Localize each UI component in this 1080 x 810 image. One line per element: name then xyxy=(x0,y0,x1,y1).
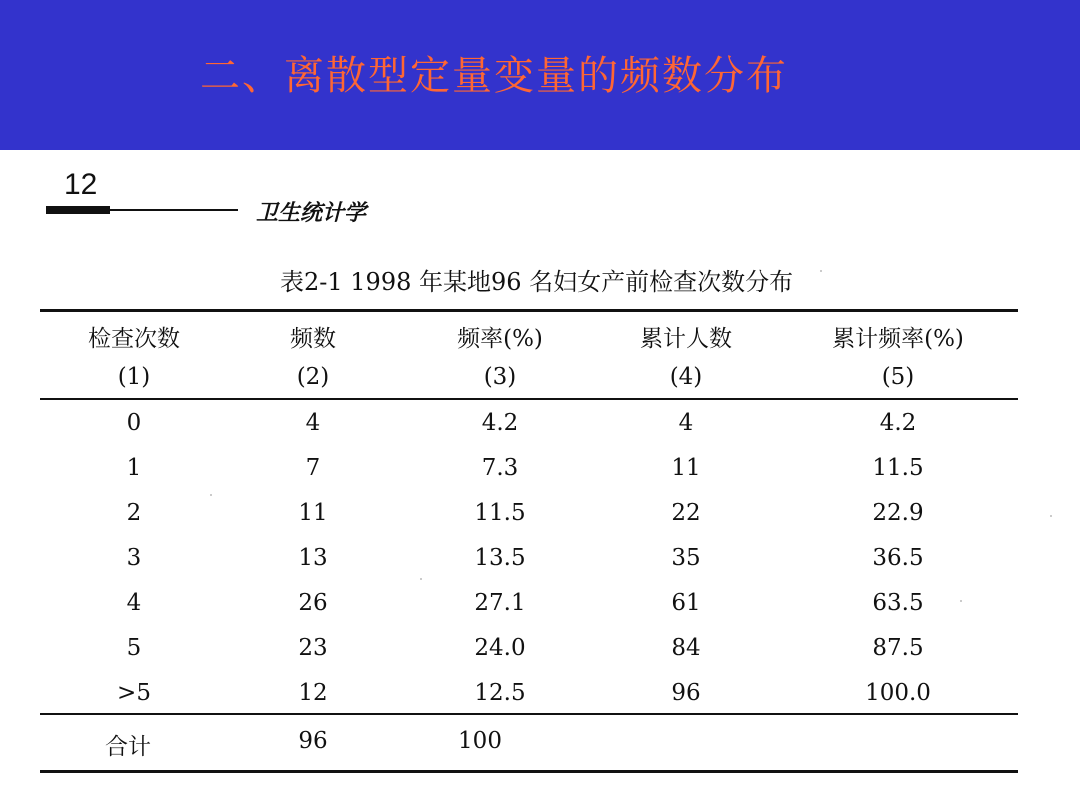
cell-rate: 12.5 xyxy=(474,680,526,706)
header-rate: 频率(%) xyxy=(457,326,543,352)
cell-frequency: 11 xyxy=(298,500,328,526)
header-bar xyxy=(46,206,110,214)
code-4: (4) xyxy=(669,364,703,390)
cell-cumulative-rate: 11.5 xyxy=(872,455,924,481)
cell-cumulative-rate: 100.0 xyxy=(865,680,931,706)
cell-cumulative-rate: 36.5 xyxy=(872,545,924,571)
cell-cumulative-count: 61 xyxy=(671,590,701,616)
total-count: 96 xyxy=(298,728,328,754)
header-line xyxy=(110,209,238,211)
cell-cumulative-rate: 4.2 xyxy=(879,410,917,436)
cell-cumulative-count: 96 xyxy=(671,680,701,706)
total-frequency: 100 xyxy=(458,728,502,754)
cell-visits: 2 xyxy=(126,500,142,526)
scan-speck xyxy=(210,494,212,496)
cell-cumulative-count: 4 xyxy=(678,410,694,436)
cell-visits: >5 xyxy=(117,680,151,706)
cell-cumulative-rate: 22.9 xyxy=(872,500,924,526)
cell-frequency: 23 xyxy=(298,635,328,661)
code-3: (3) xyxy=(483,364,517,390)
cell-visits: 1 xyxy=(126,455,142,481)
scan-speck xyxy=(820,270,822,272)
slide-title: 二、离散型定量变量的频数分布 xyxy=(200,53,788,99)
code-5: (5) xyxy=(881,364,915,390)
cell-rate: 11.5 xyxy=(474,500,526,526)
cell-visits: 0 xyxy=(126,410,142,436)
scan-speck xyxy=(960,600,962,602)
cell-cumulative-count: 84 xyxy=(671,635,701,661)
cell-visits: 4 xyxy=(126,590,142,616)
table-caption: 表2-1 1998 年某地96 名妇女产前检查次数分布 xyxy=(280,268,794,296)
header-frequency: 频数 xyxy=(290,326,336,352)
cell-cumulative-count: 11 xyxy=(671,455,701,481)
table-bottom-rule xyxy=(40,770,1018,773)
cell-frequency: 7 xyxy=(305,455,321,481)
code-1: (1) xyxy=(117,364,151,390)
header-cumulative-rate: 累计频率(%) xyxy=(832,326,964,352)
book-title: 卫生统计学 xyxy=(256,201,367,226)
table-total-rule xyxy=(40,713,1018,715)
cell-frequency: 12 xyxy=(298,680,328,706)
cell-visits: 3 xyxy=(126,545,142,571)
cell-cumulative-count: 22 xyxy=(671,500,701,526)
page-number: 12 xyxy=(64,168,98,201)
cell-rate: 24.0 xyxy=(474,635,526,661)
header-count: 检查次数 xyxy=(88,326,180,352)
code-2: (2) xyxy=(296,364,330,390)
cell-frequency: 4 xyxy=(305,410,321,436)
cell-rate: 4.2 xyxy=(481,410,519,436)
cell-cumulative-rate: 87.5 xyxy=(872,635,924,661)
cell-frequency: 13 xyxy=(298,545,328,571)
cell-rate: 7.3 xyxy=(481,455,519,481)
cell-cumulative-count: 35 xyxy=(671,545,701,571)
cell-rate: 13.5 xyxy=(474,545,526,571)
cell-frequency: 26 xyxy=(298,590,328,616)
scan-speck xyxy=(420,578,422,580)
total-label: 合计 xyxy=(105,734,151,760)
table-top-rule xyxy=(40,309,1018,312)
header-cumulative-count: 累计人数 xyxy=(640,326,732,352)
scan-speck xyxy=(1050,515,1052,517)
cell-rate: 27.1 xyxy=(474,590,526,616)
cell-visits: 5 xyxy=(126,635,142,661)
table-header-rule xyxy=(40,398,1018,400)
cell-cumulative-rate: 63.5 xyxy=(872,590,924,616)
